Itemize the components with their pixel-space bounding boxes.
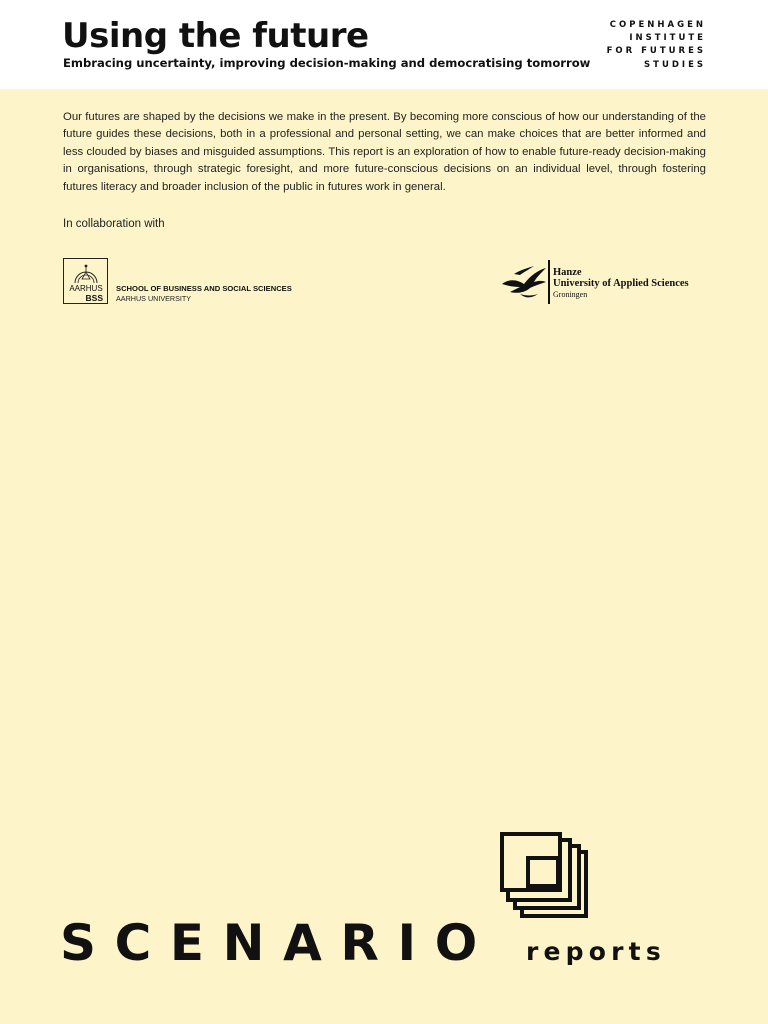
aarhus-bss-logo — [63, 258, 323, 306]
hanze-city: Groningen — [553, 290, 588, 299]
aarhus-logo-abbr: BSS — [85, 293, 103, 303]
intro-paragraph: Our futures are shaped by the decisions we make in the present. By becoming more conscious of how our understanding of the future guides these decisions, both in a professional and personal setting, we can make choices that are better informed and less clouded by biases and misguided assumptions. This report is an exploration of how to enable future-ready decision-making in organisations, through strategic foresight, and more future-conscious decisions on an individual level, through fostering futures literacy and broader inclusion of the public in futures work in general. — [63, 111, 706, 193]
report-title: Using the future — [62, 16, 369, 56]
scenario-stacked-squares-icon — [500, 832, 592, 920]
aarhus-seal-icon — [72, 261, 100, 285]
report-subtitle: Embracing uncertainty, improving decision-making and democratising tomorrow — [63, 56, 591, 70]
aarhus-logo-word: AARHUS — [69, 284, 103, 293]
hanze-divider — [548, 260, 550, 304]
publisher-line-1: COPENHAGEN — [609, 20, 706, 30]
hanze-bird-icon — [500, 260, 550, 300]
publisher-line-4: STUDIES — [644, 59, 706, 70]
reports-wordmark: reports — [526, 937, 666, 966]
aarhus-logo-box — [63, 258, 108, 304]
header-band — [0, 0, 768, 89]
hanze-name: Hanze — [553, 267, 582, 278]
hanze-logo — [500, 260, 710, 306]
hanze-university: University of Applied Sciences — [553, 278, 689, 289]
publisher-line-2: INSTITUTE — [629, 33, 706, 44]
aarhus-school-name: SCHOOL OF BUSINESS AND SOCIAL SCIENCES — [116, 284, 292, 293]
publisher-line-3: FOR FUTURES — [606, 46, 706, 57]
scenario-wordmark: SCENARIO — [60, 914, 496, 972]
publisher-logo — [586, 19, 706, 72]
collaboration-label: In collaboration with — [63, 218, 165, 230]
aarhus-university-name: AARHUS UNIVERSITY — [116, 294, 192, 303]
